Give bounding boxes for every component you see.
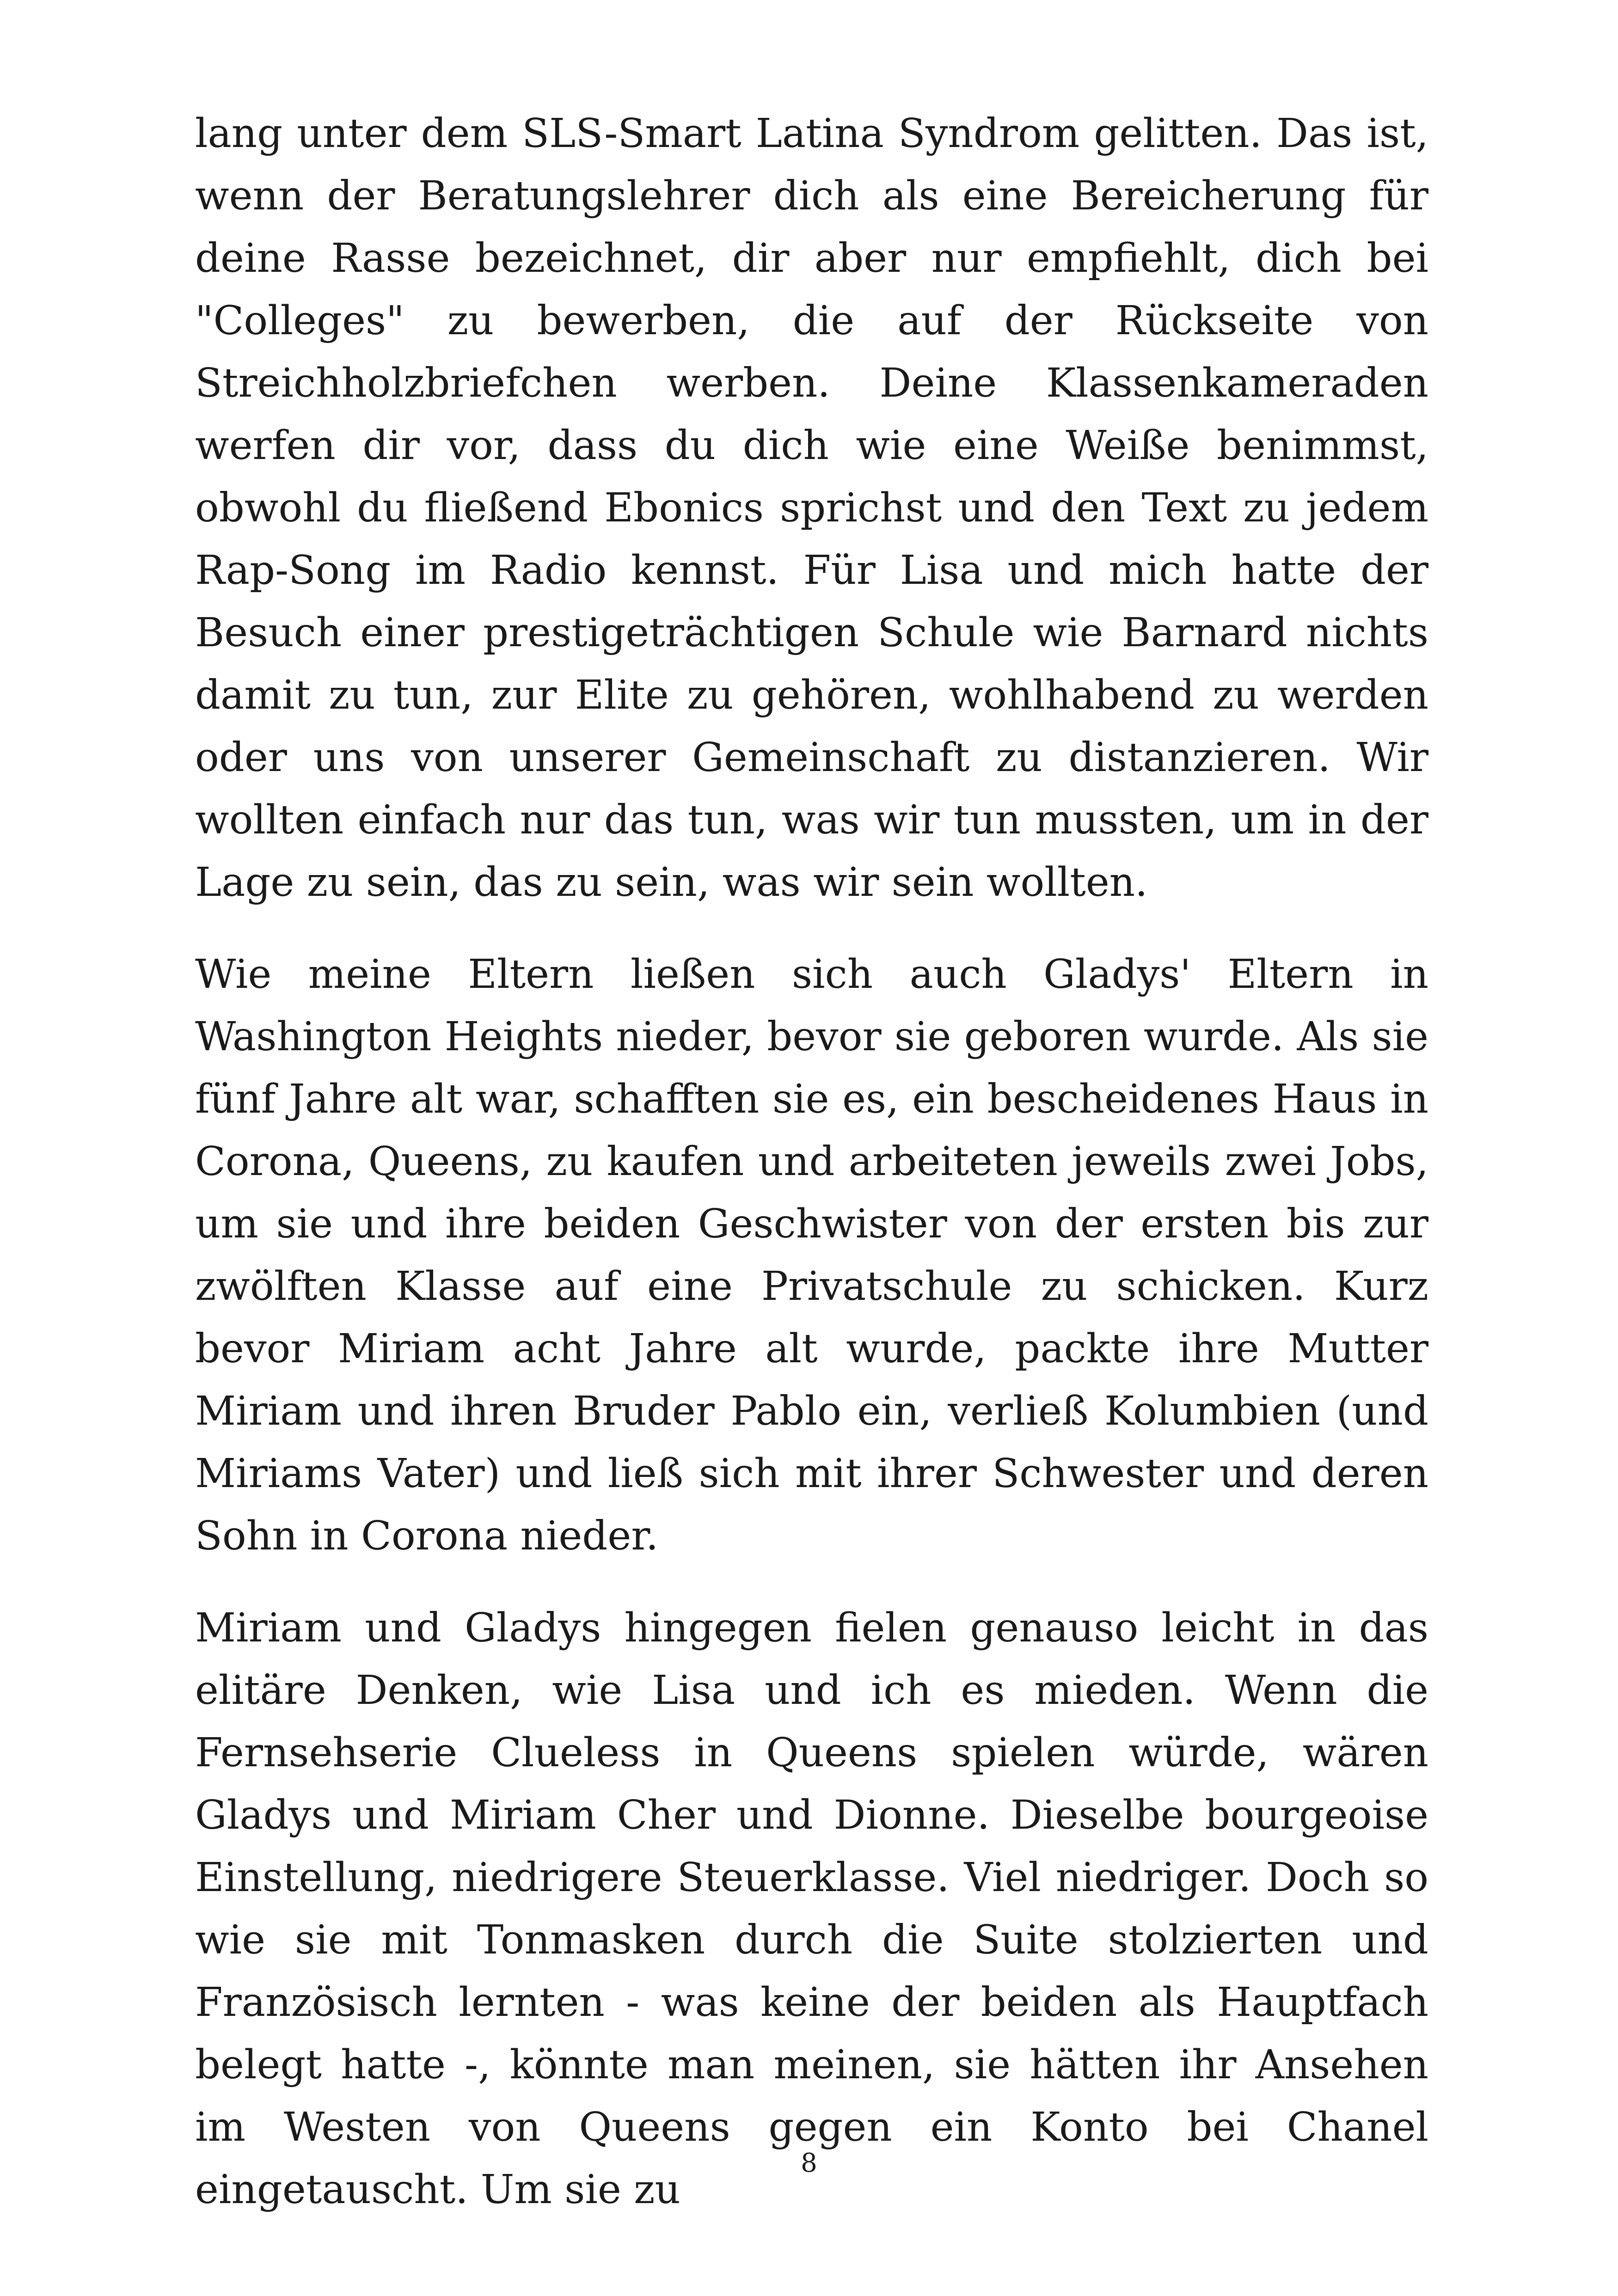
paragraph-1: lang unter dem SLS-Smart Latina Syndrom gelitten. Das ist, wenn der Beratungslehrer dich als eine Bereicherung für deine Rasse bezeichnet, dir aber nur empfiehlt, dich bei "Colleges" zu bewerben, die auf der Rückseite von Streichholzbriefchen werben. Deine Klassenkameraden werfen dir vor, dass du dich wie eine Weiße benimmst, obwohl du fließend Ebonics sprichst und den Text zu jedem Rap-Song im Radio kennst. Für Lisa und mich hatte der Besuch einer prestigeträchtigen Schule wie Barnard nichts damit zu tun, zur Elite zu gehören, wohlhabend zu werden oder uns von unserer Gemeinschaft zu distanzieren. Wir wollten einfach nur das tun, was wir tun mussten, um in der Lage zu sein, das zu sein, was wir sein wollten. (195, 110, 1428, 906)
body-text (195, 103, 1428, 2251)
page-number: 8 (801, 2148, 817, 2178)
paragraph-2: Wie meine Eltern ließen sich auch Gladys' Eltern in Washington Heights nieder, bevor sie geboren wurde. Als sie fünf Jahre alt war, schafften sie es, ein bescheidenes Haus in Corona, Queens, zu kaufen und arbeiteten jeweils zwei Jobs, um sie und ihre beiden Geschwister von der ersten bis zur zwölften Klasse auf eine Privatschule zu schicken. Kurz bevor Miriam acht Jahre alt wurde, packte ihre Mutter Miriam und ihren Bruder Pablo ein, verließ Kolumbien (und Miriams Vater) und ließ sich mit ihrer Schwester und deren Sohn in Corona nieder. (195, 951, 1428, 1559)
paragraph-3: Miriam und Gladys hingegen fielen genauso leicht in das elitäre Denken, wie Lisa und ich es mieden. Wenn die Fernsehserie Clueless in Queens spielen würde, wären Gladys und Miriam Cher und Dionne. Dieselbe bourgeoise Einstellung, niedrigere Steuerklasse. Viel niedriger. Doch so wie sie mit Tonmasken durch die Suite stolzierten und Französisch lernten - was keine der beiden als Hauptfach belegt hatte -, könnte man meinen, sie hätten ihr Ansehen im Westen von Queens gegen ein Konto bei Chanel eingetauscht. Um sie zu (195, 1605, 1428, 2213)
